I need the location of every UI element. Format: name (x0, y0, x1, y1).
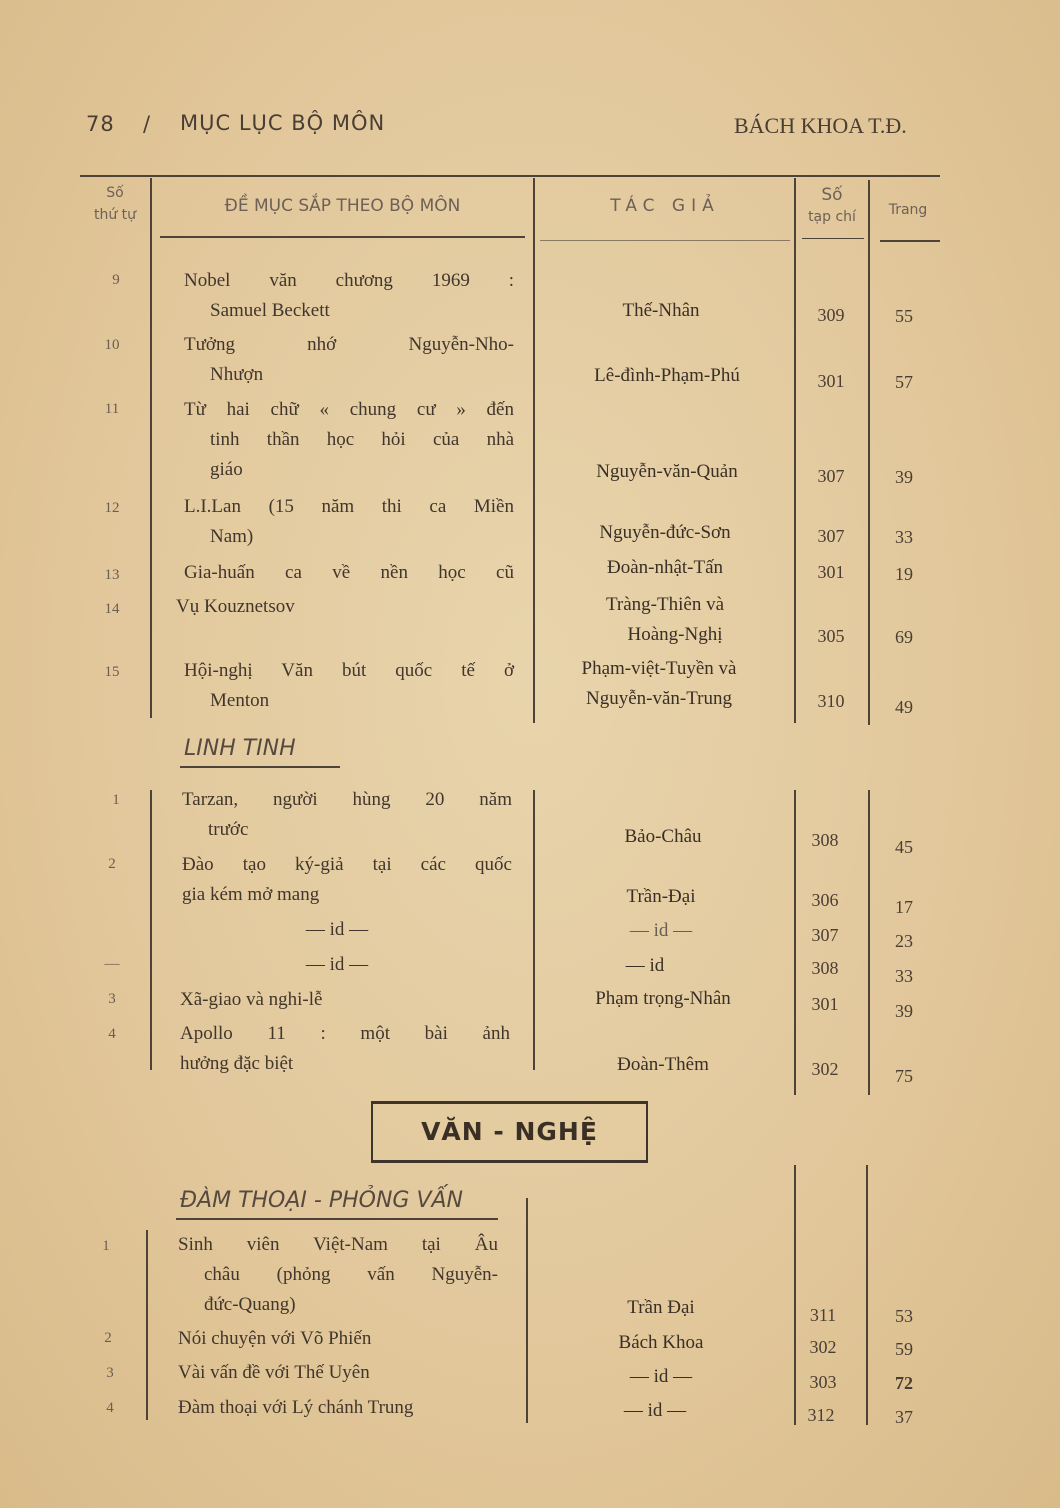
entry-title-line: châu (phỏng vấn Nguyễn- (204, 1264, 498, 1285)
entry-title-line: hưởng đặc biệt (180, 1053, 294, 1074)
table-header-underline-4 (880, 240, 940, 242)
entry-page: 55 (895, 306, 913, 326)
entry-author: Thế-Nhân (622, 300, 700, 321)
entry-issue: 312 (807, 1405, 835, 1425)
entry-author (534, 654, 784, 714)
col-header-issue-line2: tạp chí (808, 209, 856, 225)
entry-author-line: Phạm-việt-Tuyền và (581, 658, 737, 679)
entry-title-line: Menton (210, 690, 270, 711)
entry-author: Lê-đình-Phạm-Phú (594, 365, 740, 386)
entry-issue: 310 (817, 691, 845, 711)
row-number: 10 (104, 337, 120, 353)
col-header-issue (800, 184, 864, 228)
entry-issue: 305 (817, 626, 845, 646)
entry-author: Bảo-Châu (624, 826, 702, 847)
entry-title (182, 950, 492, 980)
entry-author-line: Tràng-Thiên và (605, 594, 725, 615)
entry-issue: 306 (811, 890, 839, 910)
entry-title (180, 985, 510, 1015)
row-number: 13 (104, 567, 120, 583)
entry-title-line: Gia-huấn ca về nền học cũ (184, 562, 514, 583)
entry-issue: 303 (809, 1372, 837, 1392)
table-top-rule (80, 175, 940, 177)
col-header-order-line1: Số (106, 185, 124, 201)
entry-title-line: — id — (305, 954, 369, 975)
entry-issue: 301 (811, 994, 839, 1014)
row-number: 9 (112, 272, 120, 288)
col-divider-1 (150, 178, 152, 718)
entry-page: 19 (895, 564, 913, 584)
entry-title-line: Nobel văn chương 1969 : (184, 270, 514, 291)
col-divider-2 (533, 178, 535, 723)
col-divider-4b (868, 790, 870, 1095)
entry-page: 72 (895, 1373, 913, 1393)
entry-issue: 311 (809, 1305, 837, 1325)
col-header-order-line2: thứ tự (93, 207, 137, 223)
entry-title (178, 1393, 508, 1423)
col-divider-1c (146, 1230, 148, 1420)
entry-issue: 307 (817, 526, 845, 546)
entry-author: — id (625, 955, 665, 976)
section-linh-tinh-heading: LINH TINH (184, 736, 296, 761)
entry-title (178, 1324, 508, 1354)
entry-title-line: Đào tạo ký-giả tại các quốc (182, 854, 512, 875)
col-divider-2c (526, 1198, 528, 1423)
entry-title-line: Vụ Kouznetsov (176, 596, 295, 617)
entry-page: 45 (895, 837, 913, 857)
section-linh-tinh-underline (180, 766, 340, 768)
entry-title (182, 915, 492, 945)
col-header-page: Trang (888, 202, 928, 218)
entry-title-line: gia kém mở mang (182, 884, 320, 905)
table-header-underline-2 (540, 240, 790, 241)
entry-page: 33 (895, 527, 913, 547)
entry-title-line: Samuel Beckett (210, 300, 330, 321)
entry-title-line: Tưởng nhớ Nguyễn-Nho- (184, 334, 514, 355)
row-number: 15 (104, 664, 120, 680)
entry-title-line: đức-Quang) (204, 1294, 296, 1315)
entry-author: Đoàn-nhật-Tấn (606, 557, 724, 578)
entry-author-line: Hoàng-Nghị (627, 624, 723, 645)
row-number: 3 (106, 1365, 114, 1381)
entry-title-line: Vài vấn đề với Thế Uyên (178, 1362, 370, 1383)
row-number: — (104, 956, 120, 972)
entry-title-line: trước (208, 819, 249, 840)
entry-title-line: Apollo 11 : một bài ảnh (180, 1023, 510, 1044)
entry-issue: 301 (817, 562, 845, 582)
entry-title (184, 558, 514, 588)
col-header-order (84, 182, 146, 226)
entry-page: 69 (895, 627, 913, 647)
entry-author: — id — (623, 1400, 687, 1421)
entry-author: Nguyễn-văn-Quản (596, 461, 738, 482)
row-number: 4 (108, 1026, 116, 1042)
entry-page: 49 (895, 697, 913, 717)
entry-title (184, 492, 514, 552)
col-divider-1b (150, 790, 152, 1070)
entry-title-line: Sinh viên Việt-Nam tại Âu (178, 1234, 498, 1255)
entry-author-line: Nguyễn-văn-Trung (585, 688, 732, 709)
entry-issue: 301 (817, 371, 845, 391)
col-header-author: TÁC GIẢ (610, 196, 720, 216)
entry-title-line: Từ hai chữ « chung cư » đến (184, 399, 514, 420)
entry-issue: 307 (817, 466, 845, 486)
col-divider-4 (868, 180, 870, 725)
row-number: 14 (104, 601, 120, 617)
row-number: 4 (106, 1400, 114, 1416)
entry-title-line: tinh thần học hỏi của nhà (210, 429, 514, 450)
entry-title (184, 656, 514, 716)
entry-author: Trần Đại (627, 1297, 695, 1318)
row-number: 12 (104, 500, 120, 516)
col-divider-4c (866, 1165, 868, 1425)
entry-title (178, 1230, 498, 1320)
entry-issue: 308 (811, 958, 839, 978)
entry-page: 57 (895, 372, 913, 392)
entry-title (180, 1019, 510, 1079)
col-header-issue-line1: Số (821, 185, 843, 205)
entry-title-line: Đàm thoại với Lý chánh Trung (178, 1397, 414, 1418)
entry-issue: 307 (811, 925, 839, 945)
entry-title-line: Nói chuyện với Võ Phiến (178, 1328, 372, 1349)
entry-title-line: Tarzan, người hùng 20 năm (182, 789, 512, 810)
col-header-subject: ĐỀ MỤC SẮP THEO BỘ MÔN (224, 196, 461, 216)
entry-page: 53 (895, 1306, 913, 1326)
entry-page: 37 (895, 1407, 913, 1427)
table-header-underline-3 (802, 238, 864, 239)
entry-author: Bách Khoa (618, 1332, 704, 1353)
entry-title-line: Nhượn (210, 364, 264, 385)
header-right-title: BÁCH KHOA T.Đ. (734, 113, 907, 138)
section-dam-thoai-heading: ĐÀM THOẠI - PHỎNG VẤN (180, 1188, 464, 1213)
section-dam-thoai-underline (176, 1218, 498, 1220)
row-number: 2 (104, 1330, 112, 1346)
entry-title (182, 785, 512, 845)
col-divider-2b (533, 790, 535, 1070)
entry-page: 59 (895, 1339, 913, 1359)
entry-title (176, 592, 506, 622)
entry-page: 23 (895, 931, 913, 951)
row-number: 1 (102, 1238, 110, 1254)
entry-page: 75 (895, 1066, 913, 1086)
entry-author: Đoàn-Thêm (617, 1054, 709, 1075)
row-number: 2 (108, 856, 116, 872)
page-number: 78 (86, 112, 115, 136)
entry-title-line: Nam) (210, 526, 254, 547)
entry-issue: 302 (809, 1337, 837, 1357)
entry-page: 39 (895, 1001, 913, 1021)
row-number: 3 (108, 991, 116, 1007)
entry-title (178, 1358, 508, 1388)
row-number: 11 (104, 401, 120, 417)
entry-title-line: Hội-nghị Văn bút quốc tế ở (184, 660, 514, 681)
header-left-title: MỤC LỤC BỘ MÔN (180, 111, 386, 135)
entry-issue: 308 (811, 830, 839, 850)
entry-issue: 309 (817, 305, 845, 325)
entry-author: — id — (629, 920, 693, 941)
header-separator: / (143, 112, 152, 136)
entry-author: — id — (629, 1366, 693, 1387)
row-number: 1 (112, 792, 120, 808)
section-van-nghe-heading: VĂN - NGHỆ (371, 1101, 648, 1163)
entry-title-line: Xã-giao và nghi-lễ (180, 989, 323, 1010)
entry-title (184, 330, 514, 390)
entry-title (184, 395, 514, 485)
entry-author: Trần-Đại (626, 886, 696, 907)
entry-page: 39 (895, 467, 913, 487)
entry-author (540, 590, 790, 650)
entry-title (184, 266, 514, 326)
entry-title-line: — id — (305, 919, 369, 940)
entry-author: Phạm trọng-Nhân (595, 988, 731, 1009)
table-header-underline-1 (160, 236, 525, 238)
entry-title (182, 850, 512, 910)
entry-author: Nguyễn-đức-Sơn (599, 522, 731, 543)
entry-issue: 302 (811, 1059, 839, 1079)
entry-title-line: L.I.Lan (15 năm thi ca Miền (184, 496, 514, 517)
entry-page: 17 (895, 897, 913, 917)
entry-title-line: giáo (210, 459, 243, 480)
entry-page: 33 (895, 966, 913, 986)
